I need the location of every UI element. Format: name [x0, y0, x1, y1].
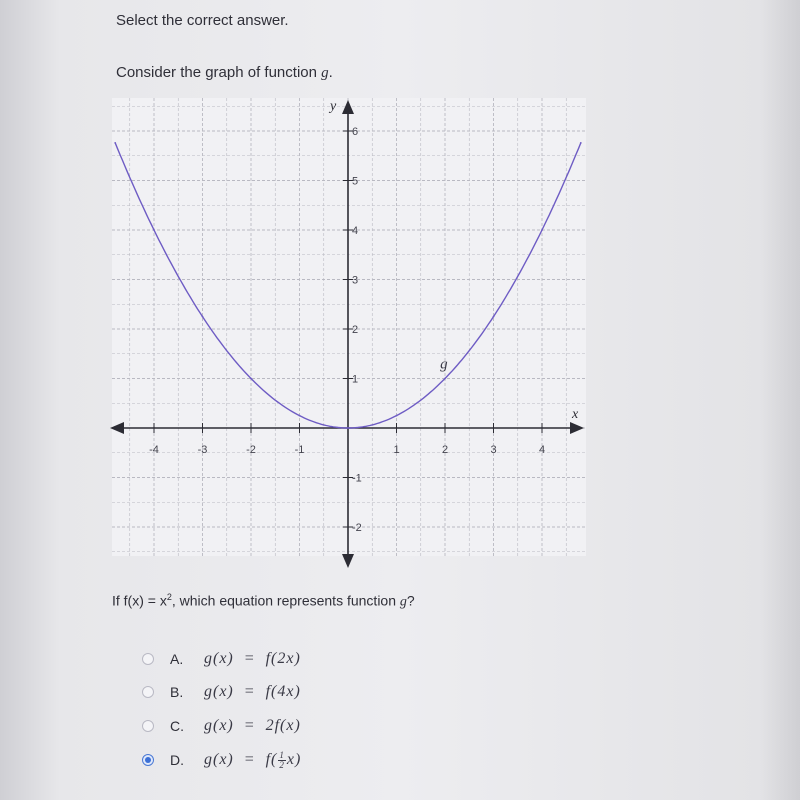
option-d-equation [204, 751, 301, 770]
x-tick-label: 4 [538, 444, 546, 456]
curve-point [444, 378, 446, 380]
option-d-equals: = [243, 750, 256, 768]
option-d-rhs-post: x) [286, 750, 302, 768]
option-a-equals: = [243, 650, 256, 667]
option-d-rhs-pre: f( [265, 750, 278, 768]
option-a-equation [204, 650, 301, 668]
option-d[interactable] [142, 745, 442, 775]
plot-background [112, 98, 586, 556]
option-c-equals: = [243, 717, 256, 734]
y-tick-label: 2 [352, 324, 359, 336]
prompt-text-main: Consider the graph of function [116, 64, 322, 81]
x-tick-label: -2 [246, 444, 256, 456]
y-tick-label: 1 [352, 373, 359, 386]
option-d-frac-den: 2 [279, 759, 285, 770]
option-b-lhs: g(x) [204, 683, 234, 700]
option-d-radio[interactable] [142, 754, 154, 766]
option-d-lhs: g(x) [204, 750, 234, 768]
curve-point [299, 415, 301, 417]
option-a-letter: A. [170, 651, 184, 667]
option-d-fraction [278, 751, 286, 770]
option-a-rhs: f(2x) [265, 650, 301, 667]
question-end: ? [406, 592, 415, 609]
curve-point [541, 229, 543, 231]
option-a[interactable] [142, 644, 442, 674]
prompt-var: g [321, 65, 329, 81]
x-tick-label: -1 [294, 444, 305, 456]
curve-point [114, 142, 116, 144]
option-c-lhs: g(x) [204, 717, 234, 734]
instruction-text: Select the correct answer. [116, 12, 289, 29]
y-tick-label: 4 [352, 225, 359, 237]
option-a-radio[interactable] [142, 653, 154, 665]
option-c-rhs: 2f(x) [265, 717, 301, 734]
x-tick-label: -4 [149, 444, 159, 456]
option-b[interactable] [142, 677, 442, 707]
prompt-end: . [328, 64, 333, 81]
y-tick-label: 3 [352, 274, 359, 287]
x-axis-label: x [572, 407, 579, 422]
x-tick-label: 1 [393, 444, 400, 456]
y-axis-label: y [330, 99, 337, 114]
option-b-radio[interactable] [142, 686, 154, 698]
option-c-radio[interactable] [142, 720, 154, 732]
question-var: g [399, 594, 407, 610]
y-tick-label: 6 [352, 126, 359, 138]
option-c-letter: C. [170, 718, 184, 734]
option-d-letter: D. [170, 752, 184, 768]
question-exponent: 2 [166, 592, 172, 602]
curve-point [250, 378, 252, 380]
x-tick-label: -3 [197, 444, 208, 456]
y-tick-label: 5 [352, 175, 359, 188]
option-c[interactable] [142, 711, 442, 741]
curve-point [347, 427, 349, 429]
question-text [112, 592, 415, 611]
curve-point [153, 229, 155, 231]
question-pre: If f(x) = x [112, 592, 167, 609]
curve-label: g [440, 356, 448, 373]
curve-point [580, 142, 582, 144]
option-b-rhs: f(4x) [265, 683, 301, 700]
question-mid: , which equation represents function [171, 592, 400, 609]
y-tick-label: -1 [352, 472, 362, 485]
y-axis-down-arrow-icon [342, 554, 354, 568]
option-b-equals: = [243, 683, 256, 700]
option-d-frac-num: 1 [279, 749, 285, 760]
curve-point [202, 316, 204, 318]
x-tick-label: 2 [441, 444, 449, 456]
option-a-lhs: g(x) [204, 650, 234, 667]
x-tick-label: 3 [490, 444, 497, 456]
option-c-equation [204, 717, 301, 735]
y-tick-label: -2 [352, 522, 362, 534]
option-b-equation [204, 683, 301, 701]
curve-point [396, 415, 398, 417]
option-b-letter: B. [170, 684, 184, 700]
curve-point [493, 316, 495, 318]
